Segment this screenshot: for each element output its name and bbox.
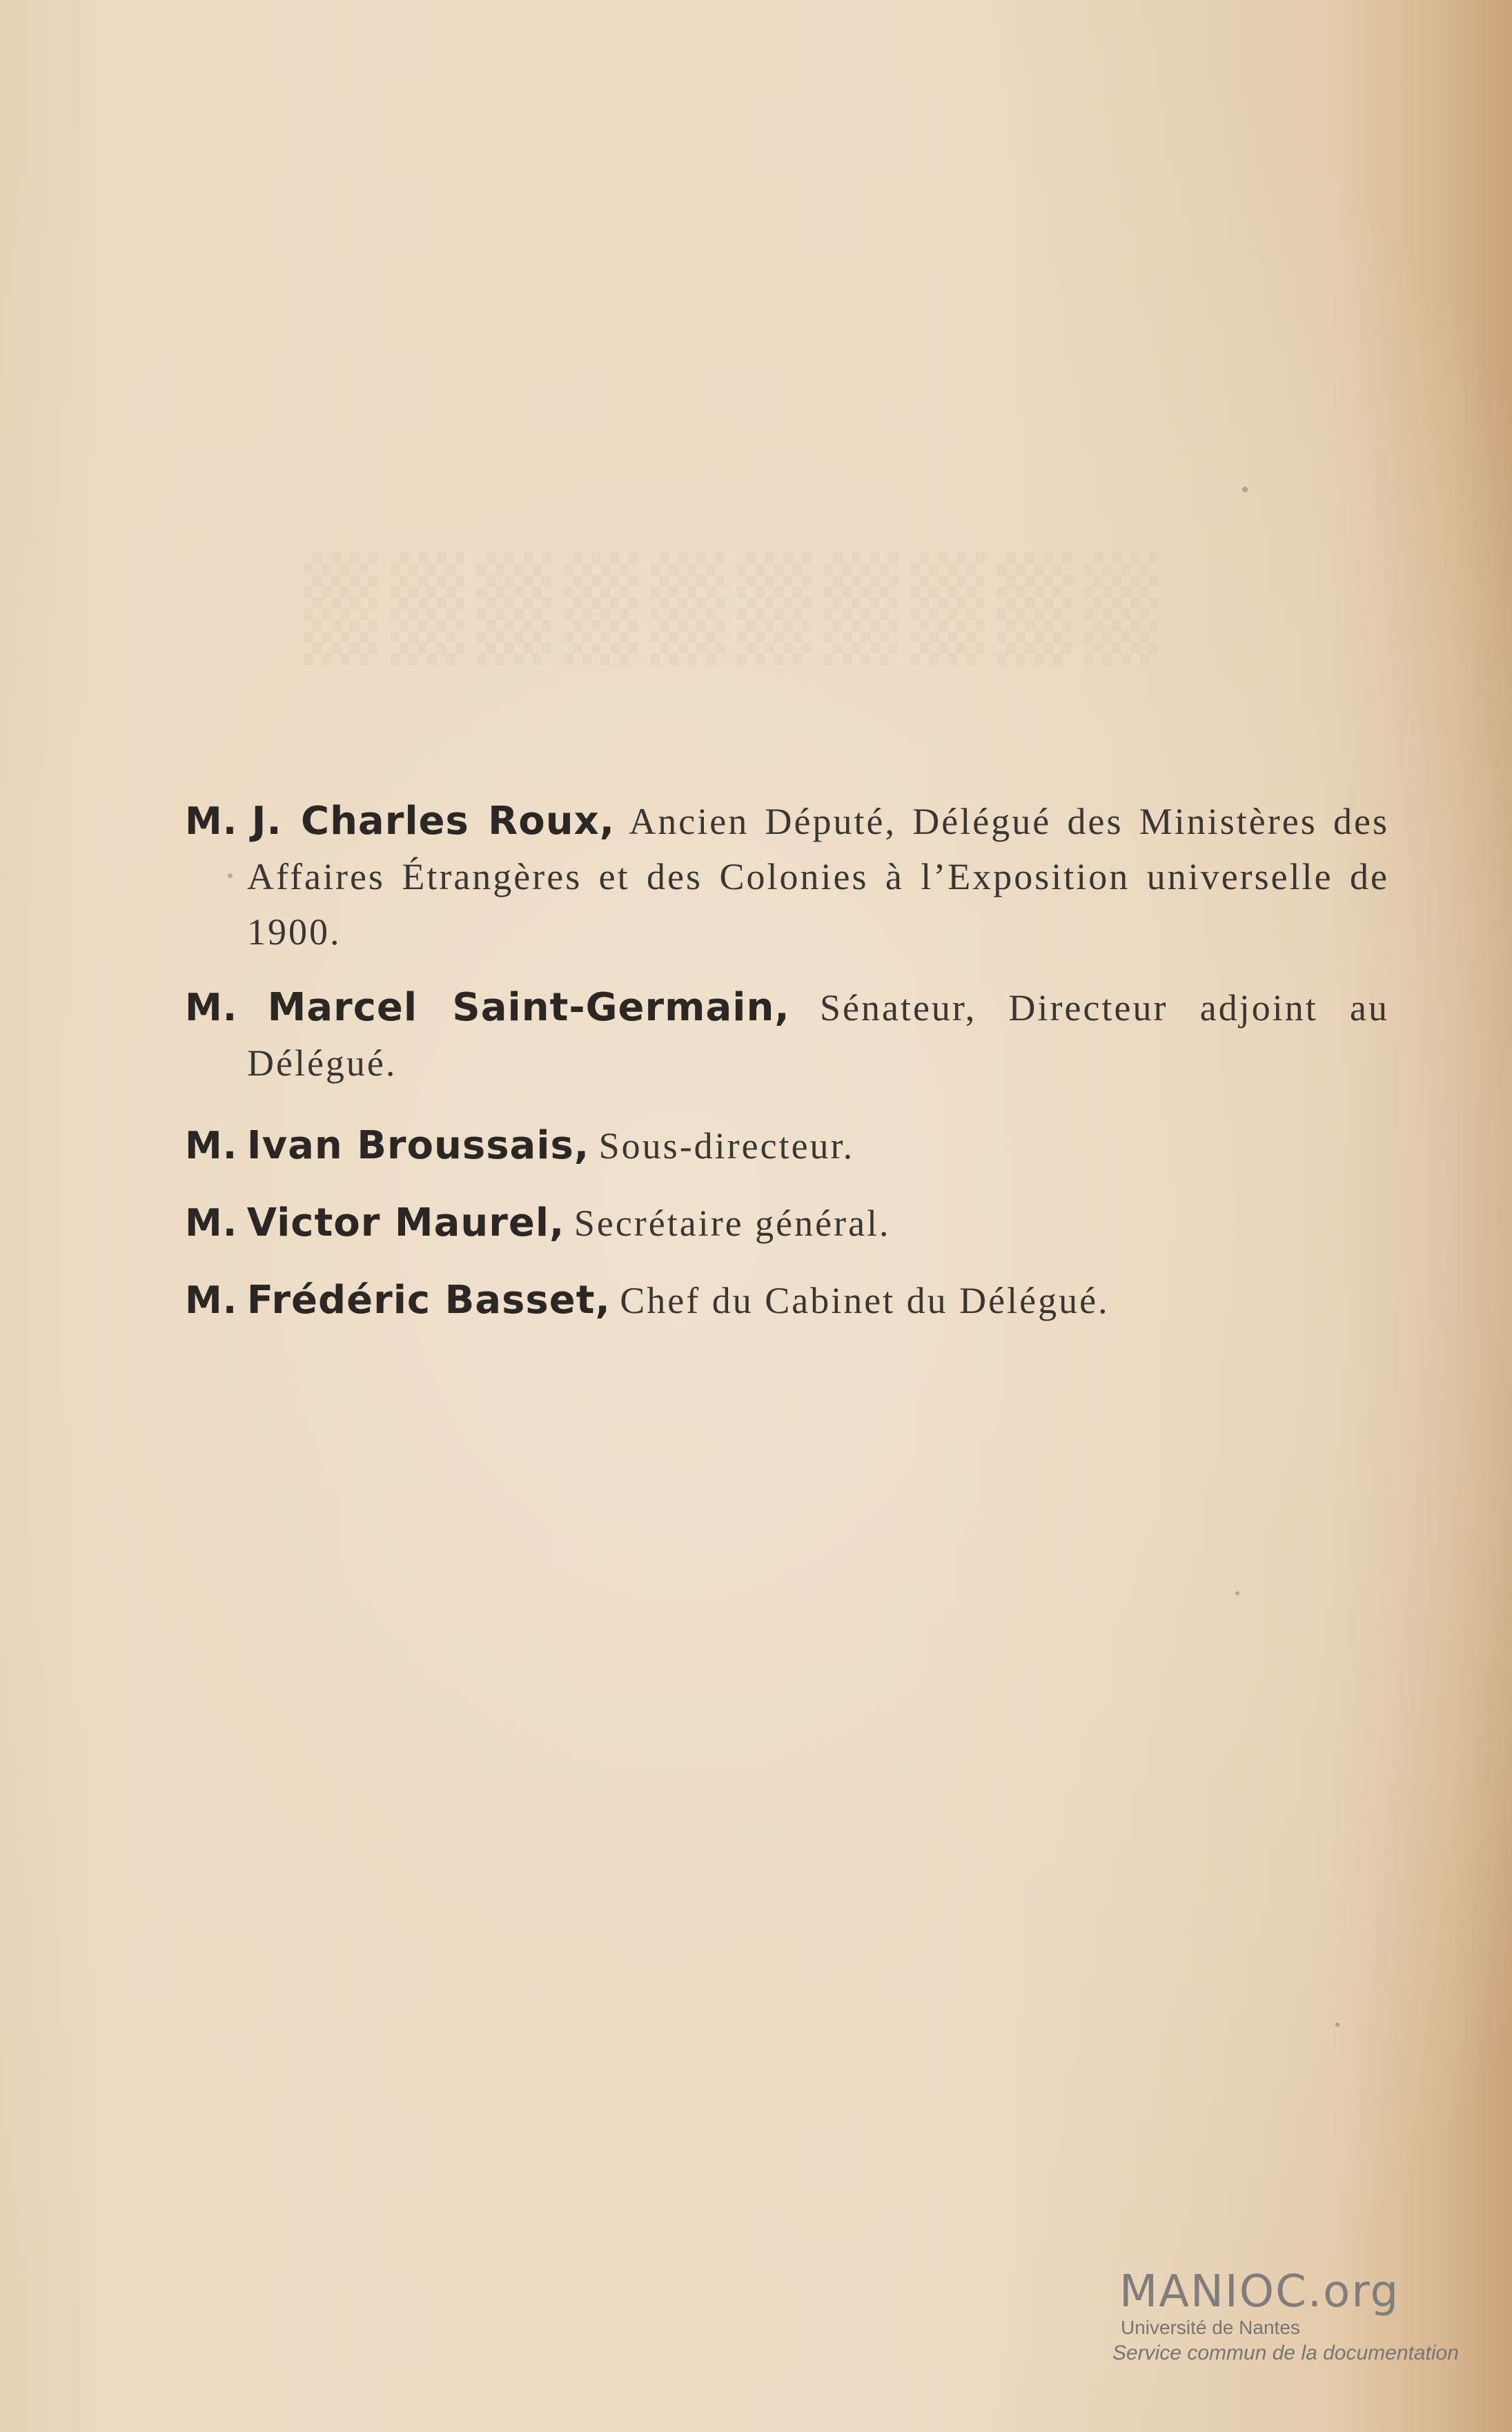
entry-description: Sénateur, Directeur adjoint au Délégué. xyxy=(247,987,1390,1084)
show-through-text: ▒▒▒▒▒▒▒▒▒▒ xyxy=(291,552,1159,665)
entry-title: M. xyxy=(185,1278,238,1322)
paper-speck xyxy=(1235,1591,1239,1595)
manioc-watermark xyxy=(1112,2268,1499,2367)
entry-name: Frédéric Basset, xyxy=(246,1278,611,1323)
entry-title: M. xyxy=(185,1201,238,1245)
entry-name: Marcel Saint-Germain, xyxy=(267,985,790,1030)
watermark-service: Service commun de la documentation xyxy=(1112,2342,1459,2364)
entry-description: Chef du Cabinet du Délégué. xyxy=(620,1280,1110,1321)
entry-description: Sous-directeur. xyxy=(598,1125,855,1167)
entry-title: M. xyxy=(185,1124,238,1167)
entry-title: M. xyxy=(185,799,238,843)
list-item xyxy=(185,794,1389,960)
entry-name: Victor Maurel, xyxy=(246,1200,565,1245)
entry-title: M. xyxy=(185,986,238,1029)
entry-name: Ivan Broussais, xyxy=(246,1123,590,1168)
delegation-list xyxy=(185,794,1389,1342)
paper-speck xyxy=(1242,487,1248,492)
entry-description: Ancien Député, Délégué des Ministères des Affaires Étrangères et des Colonies à l’Exposition universelle de 1900. xyxy=(247,801,1390,953)
entry-description: Secrétaire général. xyxy=(573,1203,891,1244)
list-item xyxy=(185,1196,1389,1251)
list-item xyxy=(185,1273,1389,1328)
paper-speck xyxy=(1335,2023,1339,2027)
manioc-logo-text: MANIOC.org xyxy=(1119,2266,1400,2317)
watermark-university: Université de Nantes xyxy=(1121,2317,1300,2338)
list-item xyxy=(185,1118,1389,1174)
list-item xyxy=(185,980,1389,1091)
entry-name: J. Charles Roux, xyxy=(251,799,615,844)
